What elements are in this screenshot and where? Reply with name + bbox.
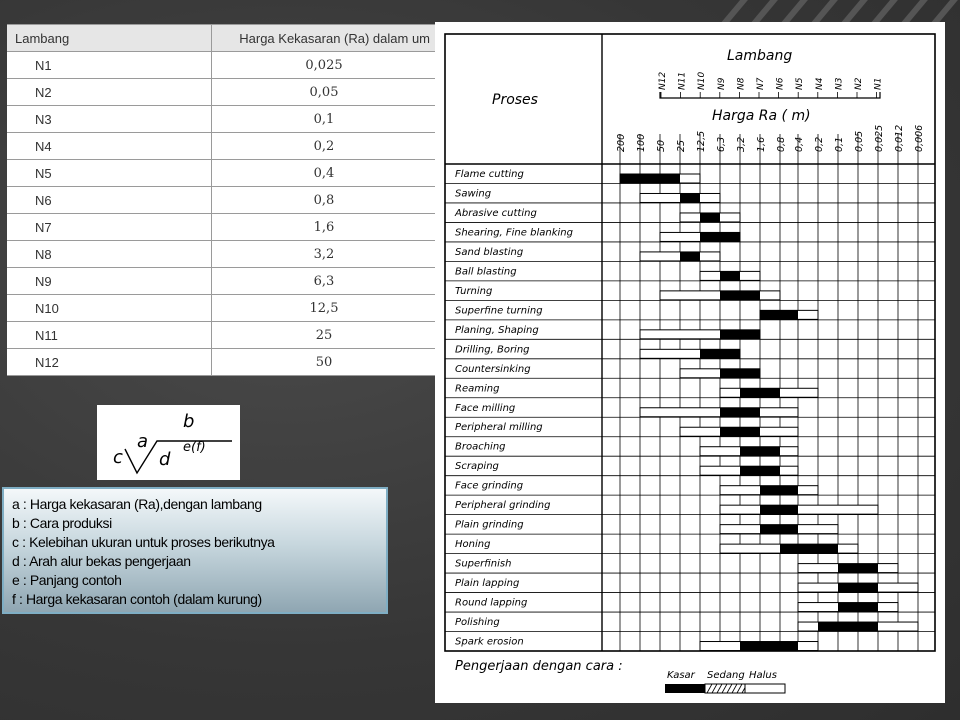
filled-range-bar	[740, 642, 798, 651]
process-name: Polishing	[455, 617, 500, 629]
row-lambang: N10	[7, 295, 212, 322]
lambang-tick-N7: N7	[756, 77, 766, 90]
symbol-b: b	[183, 411, 195, 432]
process-name: Plain lapping	[455, 578, 520, 590]
row-lambang: N4	[7, 133, 212, 160]
legend-d: d : Arah alur bekas pengerjaan	[12, 553, 191, 569]
process-name: Shearing, Fine blanking	[455, 227, 573, 239]
table-row	[7, 268, 436, 295]
row-ra: 1,6	[212, 214, 437, 241]
row-lambang: N3	[7, 106, 212, 133]
lambang-tick-N1: N1	[873, 77, 884, 90]
ra-tick-4: 12,5	[696, 130, 707, 152]
process-name: Plain grinding	[455, 519, 524, 531]
ra-tick-13: 0,025	[874, 124, 885, 152]
row-ra: 6,3	[212, 268, 437, 295]
row-ra: 0,8	[212, 187, 437, 214]
process-name: Superfine turning	[455, 305, 543, 317]
process-name: Reaming	[455, 383, 500, 395]
table-row	[7, 133, 436, 160]
surface-symbol-diagram	[97, 405, 240, 480]
row-ra: 0,2	[212, 133, 437, 160]
symbol-c: c	[113, 447, 123, 468]
symbol-a: a	[137, 431, 149, 452]
table-row	[7, 79, 436, 106]
filled-range-bar	[620, 174, 680, 183]
row-ra: 25	[212, 322, 437, 349]
process-name: Planing, Shaping	[455, 324, 539, 336]
lambang-tick-N10: N10	[697, 71, 708, 90]
filled-range-bar	[680, 193, 700, 202]
process-name: Face grinding	[455, 480, 524, 492]
ra-tick-10: 0,2	[814, 136, 825, 152]
proses-label: Proses	[492, 92, 538, 108]
lambang-tick-N5: N5	[795, 77, 806, 90]
filled-range-bar	[740, 447, 780, 456]
lambang-label: Lambang	[727, 48, 793, 64]
table-row	[7, 241, 436, 268]
filled-range-bar	[700, 232, 740, 241]
lambang-tick-N11: N11	[677, 71, 688, 90]
filled-range-bar	[838, 603, 878, 612]
filled-range-bar	[720, 369, 760, 378]
scale-kasar-bar	[665, 684, 705, 693]
filled-range-bar	[740, 388, 780, 397]
open-range-bar	[640, 408, 798, 417]
lambang-tick-N2: N2	[854, 77, 864, 90]
process-name: Abrasive cutting	[455, 207, 537, 219]
filled-range-bar	[700, 349, 740, 358]
filled-range-bar	[720, 291, 760, 300]
symbol-d: d	[159, 449, 171, 470]
filled-range-bar	[720, 427, 760, 436]
filled-range-bar	[760, 505, 798, 514]
row-lambang: N2	[7, 79, 212, 106]
lambang-tick-N3: N3	[834, 77, 845, 90]
legend-f: f : Harga kekasaran contoh (dalam kurung)	[12, 591, 262, 607]
table-row	[7, 187, 436, 214]
process-name: Sawing	[455, 188, 492, 200]
filled-range-bar	[720, 330, 760, 339]
ra-tick-15: 0,006	[914, 124, 925, 152]
filled-range-bar	[700, 213, 720, 222]
row-ra: 12,5	[212, 295, 437, 322]
row-lambang: N7	[7, 214, 212, 241]
row-lambang: N5	[7, 160, 212, 187]
symbol-ef: e(f)	[183, 440, 206, 455]
lambang-tick-N6: N6	[775, 77, 786, 90]
ra-tick-11: 0,1	[834, 136, 845, 152]
row-lambang: N6	[7, 187, 212, 214]
harga-label: Harga Ra ( m)	[712, 108, 811, 124]
ra-tick-5: 6,3	[716, 136, 727, 152]
ra-tick-9: 0,4	[794, 136, 805, 152]
process-name: Countersinking	[455, 363, 531, 375]
table-row	[7, 295, 436, 322]
process-name: Peripheral milling	[455, 422, 543, 434]
row-ra: 0,1	[212, 106, 437, 133]
footer-label: Pengerjaan dengan cara :	[455, 659, 623, 674]
filled-range-bar	[838, 564, 878, 573]
process-name: Scraping	[455, 461, 499, 473]
row-lambang: N1	[7, 52, 212, 79]
process-name: Ball blasting	[455, 266, 517, 278]
header-lambang: Lambang	[7, 25, 212, 52]
ra-tick-14: 0,012	[894, 124, 905, 152]
scale-halus-bar	[745, 684, 785, 693]
roughness-table	[7, 24, 436, 376]
scale-halus: Halus	[749, 670, 777, 681]
row-lambang: N11	[7, 322, 212, 349]
legend-a: a : Harga kekasaran (Ra),dengan lambang	[12, 496, 262, 512]
filled-range-bar	[760, 310, 798, 319]
row-ra: 0,4	[212, 160, 437, 187]
chart-frame	[445, 34, 935, 651]
ra-tick-8: 0,8	[776, 136, 787, 152]
filled-range-bar	[720, 271, 740, 280]
filled-range-bar	[780, 544, 838, 553]
process-name: Face milling	[455, 402, 516, 414]
table-row	[7, 160, 436, 187]
table-row	[7, 214, 436, 241]
row-ra: 50	[212, 349, 437, 376]
scale-kasar: Kasar	[667, 670, 695, 681]
open-range-bar	[720, 505, 878, 514]
filled-range-bar	[760, 486, 798, 495]
ra-tick-7: 1,6	[756, 136, 767, 152]
process-name: Superfinish	[455, 558, 512, 570]
ra-tick-12: 0,05	[854, 130, 865, 152]
ra-tick-1: 100	[636, 133, 647, 152]
lambang-tick-N12: N12	[658, 71, 668, 90]
ra-tick-3: 25	[676, 139, 687, 152]
table-row	[7, 322, 436, 349]
table-header-row	[7, 25, 436, 52]
row-ra: 0,025	[212, 52, 437, 79]
filled-range-bar	[838, 583, 878, 592]
filled-range-bar	[680, 252, 700, 261]
ra-tick-6: 3,2	[736, 136, 747, 152]
table-row	[7, 349, 436, 376]
row-ra: 0,05	[212, 79, 437, 106]
lambang-tick-N8: N8	[736, 77, 747, 90]
filled-range-bar	[760, 525, 798, 534]
lambang-bracket	[660, 92, 880, 98]
table-row	[7, 52, 436, 79]
lambang-tick-N9: N9	[716, 77, 727, 90]
process-name: Drilling, Boring	[455, 344, 530, 356]
row-lambang: N9	[7, 268, 212, 295]
legend-e: e : Panjang contoh	[12, 572, 122, 588]
process-name: Round lapping	[455, 597, 528, 609]
ra-tick-0: 200	[616, 133, 627, 152]
ra-tick-2: 50	[656, 139, 667, 152]
row-ra: 3,2	[212, 241, 437, 268]
legend-b: b : Cara produksi	[12, 515, 112, 531]
process-roughness-chart	[435, 22, 945, 703]
row-lambang: N12	[7, 349, 212, 376]
header-harga: Harga Kekasaran (Ra) dalam um	[212, 25, 437, 52]
lambang-tick-N4: N4	[814, 77, 825, 90]
filled-range-bar	[720, 408, 760, 417]
process-name: Sand blasting	[455, 246, 524, 258]
process-name: Peripheral grinding	[455, 500, 551, 512]
process-name: Flame cutting	[455, 169, 524, 180]
process-name: Broaching	[455, 441, 506, 453]
process-name: Spark erosion	[455, 636, 524, 648]
legend-box	[2, 487, 388, 614]
legend-c: c : Kelebihan ukuran untuk proses berikutnya	[12, 534, 275, 550]
row-lambang: N8	[7, 241, 212, 268]
filled-range-bar	[740, 466, 780, 475]
process-name: Turning	[455, 285, 493, 297]
table-row	[7, 106, 436, 133]
process-name: Honing	[455, 539, 491, 551]
scale-sedang: Sedang	[707, 670, 745, 681]
filled-range-bar	[818, 622, 878, 631]
